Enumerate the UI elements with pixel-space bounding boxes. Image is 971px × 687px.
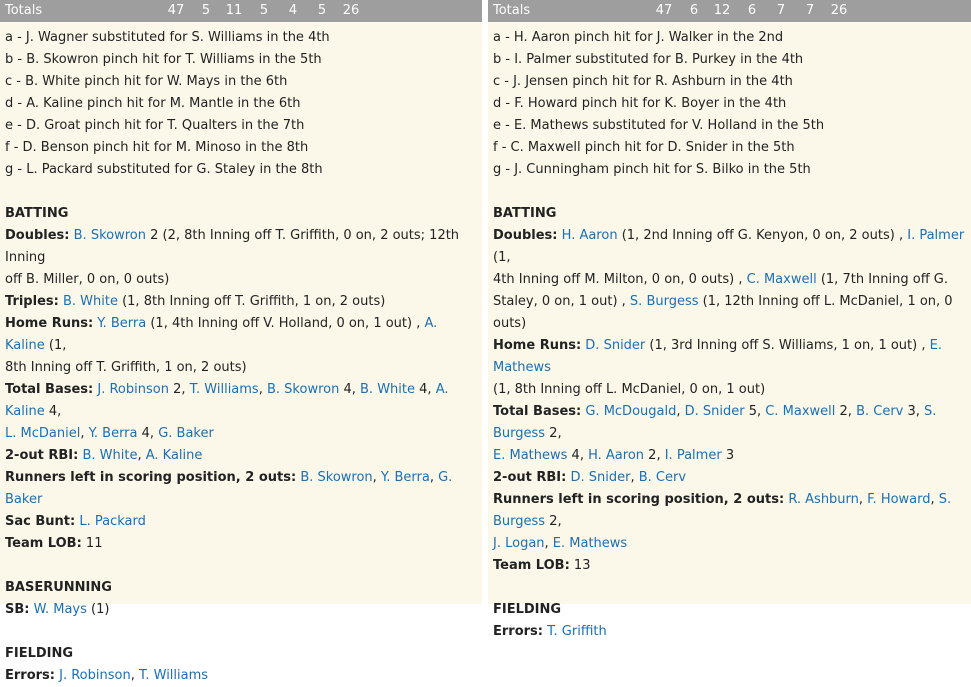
batting-heading: BATTING [493,206,557,221]
risp-label: Runners left in scoring position, 2 outs: [5,470,297,485]
totals-rbi: 6 [747,3,757,18]
player-link[interactable]: A. Kaline [5,316,438,353]
substitution-note: a - J. Wagner substituted for S. Williams in the 4th [5,30,330,45]
player-link[interactable]: B. Skowron [266,382,340,397]
player-link[interactable]: H. Aaron [588,448,645,463]
errors-stat: Errors: J. Robinson, T. Williams [5,668,209,683]
team-lob-stat [493,555,966,577]
home-run-detail: (1, 3rd Inning off S. Williams, 1 on, 1 out) , [649,338,926,353]
doubles-detail: (1, 2nd Inning off G. Kenyon, 0 on, 2 outs) , [621,228,904,243]
player-link[interactable]: T. Williams [189,382,259,397]
player-link[interactable]: B. Skowron [73,228,146,243]
sb-label: SB: [5,602,30,617]
substitution-note: g - J. Cunningham pinch hit for S. Bilko in the 5th [493,162,811,177]
stat-count: 4, [343,382,356,397]
player-link[interactable]: E. Mathews [552,536,628,551]
stat-count: 2, [173,382,186,397]
player-link[interactable]: I. Palmer [664,448,722,463]
two-out-rbi-stat: 2-out RBI: B. White, A. Kaline [5,448,203,463]
doubles-detail: (1, 12th Inning off L. McDaniel, 1 on, 0 outs) [493,294,953,331]
totals-r: 6 [689,3,699,18]
doubles-detail: 4th Inning off M. Milton, 0 on, 0 outs) , [493,272,743,287]
totals-r: 5 [201,3,211,18]
sb-count: (1) [91,602,110,617]
total-bases-cont [493,445,966,467]
home-run-detail-cont: 8th Inning off T. Griffith, 1 on, 2 outs) [5,360,247,375]
substitution-note: b - B. Skowron pinch hit for T. Williams in the 5th [5,52,322,67]
player-link[interactable]: H. Aaron [561,228,618,243]
total-bases-stat: Total Bases: J. Robinson 2, T. Williams, B. Skowron 4, B. White 4, A. Kaline 4, [5,382,449,419]
totals-lob: 26 [830,3,848,18]
player-link[interactable]: J. Robinson [59,668,131,683]
errors-stat [493,621,966,643]
doubles-stat [493,225,966,269]
player-link[interactable]: L. McDaniel [5,426,81,441]
totals-row [0,0,482,22]
stolen-bases-stat [5,599,477,621]
substitution-note: f - C. Maxwell pinch hit for D. Snider in the 5th [493,140,795,155]
left-box-score-panel [0,0,482,683]
doubles-detail: (1, [493,250,511,265]
substitution-note: d - F. Howard pinch hit for K. Boyer in the 4th [493,96,787,111]
player-link[interactable]: S. Burgess [493,404,937,441]
stat-count: 4, [48,404,62,419]
triples-label: Triples: [5,294,59,309]
two-out-rbi-label: 2-out RBI: [493,470,567,485]
totals-row [488,0,971,22]
total-bases-stat: Total Bases: G. McDougald, D. Snider 5, C. Maxwell 2, B. Cerv 3, S. Burgess 2, [493,404,937,441]
player-link[interactable]: B. Cerv [856,404,904,419]
substitution-note: c - B. White pinch hit for W. Mays in the 6th [5,74,288,89]
substitution-note: d - A. Kaline pinch hit for M. Mantle in the 6th [5,96,301,111]
two-out-rbi-stat: 2-out RBI: D. Snider, B. Cerv [493,470,687,485]
total-bases-label: Total Bases: [5,382,94,397]
totals-ab: 47 [655,3,673,18]
totals-bb: 7 [776,3,786,18]
risp-cont: J. Logan, E. Mathews [493,536,628,551]
doubles-detail-cont [493,291,966,335]
player-link[interactable]: G. Baker [5,470,453,507]
totals-bb: 4 [288,3,298,18]
total-bases-label: Total Bases: [493,404,582,419]
triples-detail: (1, 8th Inning off T. Griffith, 1 on, 2 outs) [122,294,386,309]
totals-h: 12 [713,3,731,18]
home-runs-stat [5,313,477,357]
home-runs-label: Home Runs: [5,316,94,331]
two-out-rbi-label: 2-out RBI: [5,448,79,463]
stat-count: 2, [839,404,852,419]
player-link[interactable]: D. Snider [585,338,646,353]
player-link[interactable]: T. Griffith [547,624,607,639]
player-link[interactable]: C. Maxwell [746,272,817,287]
player-link[interactable]: B. White [62,294,118,309]
stat-count: 4, [419,382,432,397]
player-link[interactable]: B. White [360,382,415,397]
substitution-note: e - E. Mathews substituted for V. Holland in the 5th [493,118,825,133]
doubles-label: Doubles: [493,228,558,243]
substitution-note: g - L. Packard substituted for G. Staley in the 8th [5,162,323,177]
errors-label: Errors: [5,668,55,683]
player-link[interactable]: E. Mathews [493,448,568,463]
player-link[interactable]: Y. Berra [97,316,147,331]
stat-count: 2, [648,448,661,463]
player-link[interactable]: W. Mays [33,602,87,617]
sac-bunt-label: Sac Bunt: [5,514,76,529]
player-link[interactable]: Y. Berra [380,470,430,485]
total-bases-cont: L. McDaniel, Y. Berra 4, G. Baker [5,426,214,441]
home-runs-stat [493,335,966,379]
doubles-label: Doubles: [5,228,70,243]
doubles-stat [5,225,477,269]
stat-count: 4, [141,426,155,441]
substitutions-list [493,27,966,181]
player-link[interactable]: L. Packard [79,514,146,529]
substitution-note: e - D. Groat pinch hit for T. Qualters in the 7th [5,118,305,133]
player-link[interactable]: G. McDougald [585,404,677,419]
totals-rbi: 5 [259,3,269,18]
totals-ab: 47 [167,3,185,18]
player-link[interactable]: F. Howard [867,492,931,507]
batting-heading: BATTING [5,206,69,221]
totals-so: 7 [805,3,815,18]
player-link[interactable]: S. Burgess [493,492,952,529]
team-lob-label: Team LOB: [5,536,82,551]
player-link[interactable]: C. Maxwell [765,404,836,419]
substitutions-list [5,27,477,181]
player-link[interactable]: D. Snider [570,470,631,485]
player-link[interactable]: B. Skowron [300,470,373,485]
player-link[interactable]: A. Kaline [5,382,449,419]
stat-count: 3 [725,448,735,463]
totals-lob: 26 [342,3,360,18]
team-lob-label: Team LOB: [493,558,570,573]
player-link[interactable]: G. Baker [158,426,214,441]
team-lob-value: 11 [85,536,103,551]
doubles-detail: 2 (2, 8th Inning off T. Griffith, 0 on, 2 outs; 12th Inning [5,228,460,265]
fielding-heading: FIELDING [493,602,562,617]
team-lob-stat [5,533,477,555]
player-link[interactable]: J. Robinson [97,382,169,397]
stat-count: 4, [571,448,584,463]
doubles-detail: (1, 7th Inning off G. [820,272,948,287]
baserunning-heading: BASERUNNING [5,580,112,595]
player-link[interactable]: B. Cerv [638,470,687,485]
player-link[interactable]: Y. Berra [88,426,138,441]
stat-count: 2, [549,514,562,529]
player-link[interactable]: I. Palmer [907,228,965,243]
sac-bunt-stat [5,511,477,533]
substitution-note: a - H. Aaron pinch hit for J. Walker in the 2nd [493,30,784,45]
substitution-note: b - I. Palmer substituted for B. Purkey in the 4th [493,52,804,67]
stat-count: 3, [907,404,920,419]
doubles-detail: Staley, 0 on, 1 out) , [493,294,626,309]
home-run-detail-cont: (1, 8th Inning off L. McDaniel, 0 on, 1 out) [493,382,766,397]
home-run-detail: (1, [48,338,67,353]
right-box-score-panel [488,0,971,639]
risp-stat: Runners left in scoring position, 2 outs: R. Ashburn, F. Howard, S. Burgess 2, [493,492,952,529]
totals-label: Totals [493,3,531,18]
substitution-note: c - J. Jensen pinch hit for R. Ashburn in the 4th [493,74,793,89]
doubles-detail-cont [493,269,966,291]
doubles-detail-cont: off B. Miller, 0 on, 0 outs) [5,272,170,287]
player-link[interactable]: T. Williams [138,668,209,683]
player-link[interactable]: E. Mathews [493,338,942,375]
totals-h: 11 [225,3,243,18]
player-link[interactable]: R. Ashburn [788,492,859,507]
totals-label: Totals [5,3,43,18]
stat-count: 5, [748,404,762,419]
player-link[interactable]: A. Kaline [145,448,203,463]
home-run-detail: (1, 4th Inning off V. Holland, 0 on, 1 out) , [150,316,421,331]
totals-so: 5 [317,3,327,18]
fielding-heading: FIELDING [5,646,74,661]
team-lob-value: 13 [573,558,591,573]
player-link[interactable]: D. Snider [684,404,745,419]
risp-label: Runners left in scoring position, 2 outs: [493,492,785,507]
player-link[interactable]: J. Logan [493,536,545,551]
home-runs-label: Home Runs: [493,338,582,353]
player-link[interactable]: B. White [82,448,138,463]
substitution-note: f - D. Benson pinch hit for M. Minoso in the 8th [5,140,309,155]
player-link[interactable]: S. Burgess [629,294,699,309]
risp-stat: Runners left in scoring position, 2 outs: B. Skowron, Y. Berra, G. Baker [5,470,453,507]
errors-label: Errors: [493,624,543,639]
stat-count: 2, [549,426,562,441]
triples-stat [5,291,477,313]
